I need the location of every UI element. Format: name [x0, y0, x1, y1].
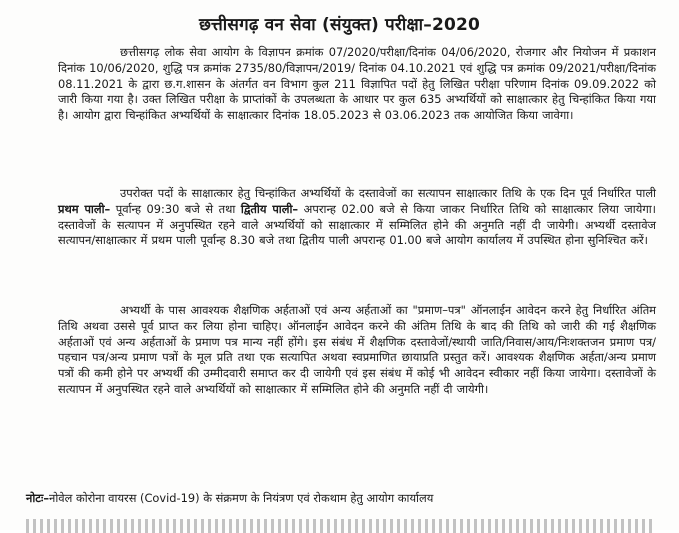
paragraph-certificates: अभ्यर्थी के पास आवश्यक शैक्षणिक अर्हताओं एवं अन्य अर्हताओं का "प्रमाण–पत्र" ऑनलाईन आवेदन करने हेतु निर्धारित अंतिम तिथि अथवा उससे पूर्व प्राप्त कर लिया होना चाहिए। ऑनलाईन आवेदन करने की अंतिम तिथि के बाद की तिथि को जारी की गई शैक्षणिक अर्हताओं एवं अन्य अर्हताओं के प्रमाण पत्र मान्य नहीं होंगे। इस संबंध में शैक्षणिक दस्तावेजों/स्थायी जाति/निवास/आय/निःशक्तजन प्रमाण पत्र/पहचान पत्र/अन्य प्रमाण पत्रों के मूल प्रति तथा एक सत्यापित अथवा स्वप्रमाणित छायाप्रति प्रस्तुत करें। आवश्यक शैक्षणिक अर्हता/अन्य प्रमाण पत्रों की कमी होने पर अभ्यर्थी की उम्मीदवारी समाप्त कर दी जायेगी एवं इस संबंध में कोई भी आवेदन स्वीकार नहीं किया जायेगा। दस्तावेजों के सत्यापन में अनुपस्थित रहने वाले अभ्यर्थियों को साक्षात्कार में सम्मिलित होने की अनुमति नहीं दी जायेगी।: [58, 303, 657, 396]
first-shift-label: प्रथम पाली–: [58, 201, 111, 216]
note-text: नोवेल कोरोना वायरस (Covid-19) के संक्रमण के नियंत्रण एवं रोकथाम हेतु आयोग कार्यालय: [49, 491, 434, 505]
verification-text-part3: अपरान्ह 02.00 बजे से किया जाकर निर्धारित तिथि को साक्षात्कार लिया जायेगा। दस्तावेजों के सत्यापन में अनुपस्थित रहने वाले अभ्यर्थियों को साक्षात्कार में सम्मिलित होने की अनुमति नहीं दी जायेगी। अभ्यर्थी दस्तावेज सत्यापन/साक्षात्कार में प्रथम पाली पूर्वान्ह 8.30 बजे तथा द्वितीय पाली अपरान्ह 01.00 बजे आयोग कार्यालय में उपस्थित होना सुनिश्चित करें।: [58, 201, 656, 248]
note-label: नोटः–: [26, 491, 50, 505]
note-section: [26, 491, 656, 507]
document-title: छत्तीसगढ़ वन सेवा (संयुक्त) परीक्षा–2020: [198, 15, 481, 35]
paragraph-exam-details: छत्तीसगढ़ लोक सेवा आयोग के विज्ञापन क्रमांक 07/2020/परीक्षा/दिनांक 04/06/2020, रोजगार और नियोजन में प्रकाशन दिनांक 10/06/2020, शुद्धि पत्र क्रमांक 2735/80/विज्ञापन/2019/ दिनांक 04.10.2021 एवं शुद्धि पत्र क्रमांक 09/2021/परीक्षा/दिनांक 08.11.2021 के द्वारा छ.ग.शासन के अंतर्गत वन विभाग कुल 211 विज्ञापित पदों हेतु लिखित परीक्षा परिणाम दिनांक 09.09.2022 को जारी किया गया है। उक्त लिखित परीक्षा के प्राप्तांकों के उपलब्धता के आधार पर कुल 635 अभ्यर्थियों को साक्षात्कार हेतु चिन्हांकित किया गया है। आयोग द्वारा चिन्हांकित अभ्यर्थियों के साक्षात्कार दिनांक 18.05.2023 से 03.06.2023 तक आयोजित किया जावेगा।: [58, 45, 656, 123]
second-shift-label: द्वितीय पाली–: [240, 201, 299, 216]
verification-text-part2: पूर्वान्ह 09:30 बजे से तथा: [110, 201, 241, 216]
cut-off-text-line: [26, 519, 656, 533]
paragraph-document-verification: [58, 186, 656, 249]
verification-text-part1: उपरोक्त पदों के साक्षात्कार हेतु चिन्हांकित अभ्यर्थियों के दस्तावेजों का सत्यापन साक्षात्कार तिथि के एक दिन पूर्व निर्धारित पाली: [120, 186, 656, 200]
